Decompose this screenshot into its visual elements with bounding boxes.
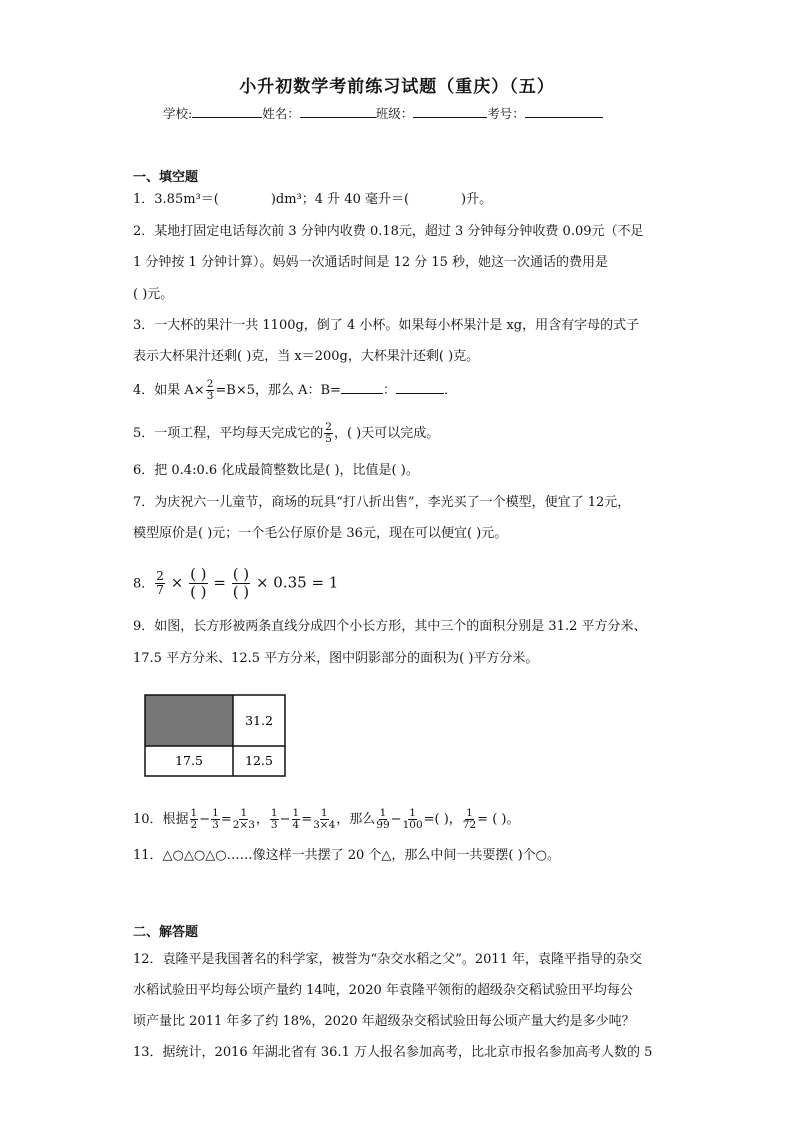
q5-fraction-den: 5 bbox=[325, 433, 332, 445]
q10-frac-9-den: 72 bbox=[462, 819, 477, 831]
question-7-line-1: 7．为庆祝六一儿童节，商场的玩具“打八折出售”，李光买了一个模型，便宜了 12元， bbox=[133, 495, 631, 510]
q5-fraction-num: 2 bbox=[325, 421, 332, 433]
q4-colon: ： bbox=[382, 383, 396, 398]
q10-frac-8-den: 100 bbox=[402, 819, 423, 831]
question-6: 6．把 0.4:0.6 化成最简整数比是( )，比值是( )。 bbox=[133, 463, 419, 478]
q10-frac-5-den: 4 bbox=[292, 819, 300, 831]
q10-frac-6 bbox=[313, 808, 335, 831]
q10-frac-8 bbox=[403, 808, 423, 831]
class-label: 班级： bbox=[375, 106, 414, 121]
q4-fraction-den: 3 bbox=[206, 390, 214, 402]
name-blank[interactable] bbox=[300, 105, 376, 118]
question-2-line-1: 2．某地打固定电话每次前 3 分钟内收费 0.18元，超过 3 分钟每分钟收费 0.09元（不足 bbox=[133, 224, 644, 239]
q1-part-b: )dm³；4 升 40 毫升＝( bbox=[270, 192, 410, 207]
q8-times: × bbox=[170, 573, 184, 592]
q1-part-a: 1．3.85m³＝( bbox=[133, 192, 219, 207]
q8-fraction-2-den[interactable]: ( ) bbox=[190, 583, 207, 601]
section-solve-heading: 二、解答题 bbox=[133, 925, 199, 940]
exam-no-blank[interactable] bbox=[525, 105, 603, 118]
question-12-line-1: 12．袁隆平是我国著名的科学家，被誉为“杂交水稻之父”。2011 年，袁隆平指导的杂交 bbox=[133, 952, 643, 967]
q10-frac-8-num: 1 bbox=[409, 807, 416, 819]
area-top-right: 31.2 bbox=[245, 713, 273, 728]
q10-frac-4-den: 3 bbox=[270, 819, 278, 831]
section-fill-in-heading: 一、填空题 bbox=[133, 170, 199, 185]
q4-end: ． bbox=[443, 383, 457, 398]
q10-frac-3 bbox=[233, 808, 255, 831]
q10-frac-2 bbox=[211, 808, 220, 831]
question-1 bbox=[133, 190, 492, 210]
question-13-line-1: 13．据统计，2016 年湖北省有 36.1 万人报名参加高考，比北京市报名参加高考人数的 5 bbox=[133, 1045, 653, 1060]
question-3-line-1: 3．一大杯的果汁一共 1100g，倒了 4 小杯。如果每小杯果汁是 xg，用含有字母的式子 bbox=[133, 318, 640, 333]
q4-part-a: 4．如果 A× bbox=[133, 383, 205, 398]
name-label: 姓名： bbox=[262, 106, 300, 121]
q8-fraction-1 bbox=[155, 570, 165, 597]
q8-label: 8． bbox=[133, 576, 155, 592]
question-9-line-2: 17.5 平方分米、12.5 平方分米，图中阴影部分的面积为( )平方分米。 bbox=[133, 651, 539, 666]
q8-equals: = bbox=[213, 573, 226, 592]
q1-part-c: )升。 bbox=[461, 192, 493, 207]
q10-frac-3-num: 1 bbox=[240, 807, 248, 819]
q10-eq-1: = bbox=[220, 812, 232, 827]
q8-fraction-1-den: 7 bbox=[156, 583, 164, 597]
q10-minus-2: − bbox=[279, 812, 291, 827]
q10-frac-1-num: 1 bbox=[190, 807, 198, 819]
q10-frac-4-num: 1 bbox=[270, 807, 278, 819]
question-7-line-2: 模型原价是( )元；一个毛公仔原价是 36元，现在可以便宜( )元。 bbox=[133, 526, 508, 541]
area-bottom-left: 17.5 bbox=[175, 753, 203, 768]
q10-frac-2-den: 3 bbox=[212, 819, 219, 831]
school-label: 学校: bbox=[163, 106, 193, 121]
q4-part-b: =B×5，那么 A：B= bbox=[215, 383, 341, 398]
question-8 bbox=[133, 566, 338, 601]
q10-then: ，那么 bbox=[336, 812, 376, 827]
q10-frac-6-num: 1 bbox=[320, 807, 328, 819]
question-10 bbox=[133, 808, 519, 831]
area-rectangle-figure bbox=[144, 694, 287, 778]
area-bottom-right: 12.5 bbox=[245, 753, 273, 768]
class-blank[interactable] bbox=[413, 105, 487, 118]
q8-fraction-3 bbox=[232, 566, 250, 601]
q4-blank-2[interactable] bbox=[396, 381, 444, 394]
question-12-line-3: 顷产量比 2011 年多了约 18%，2020 年超级杂交稻试验田每公顷产量大约是多少吨？ bbox=[133, 1014, 635, 1029]
q4-fraction bbox=[206, 379, 215, 402]
student-info-line bbox=[163, 104, 603, 122]
q10-frac-3-den: 2×3 bbox=[232, 819, 255, 831]
q8-fraction-1-num: 2 bbox=[156, 569, 164, 583]
q5-fraction bbox=[324, 422, 333, 445]
q8-fraction-2 bbox=[189, 566, 207, 601]
q10-minus-3: − bbox=[390, 812, 402, 827]
q10-frac-1-den: 2 bbox=[190, 819, 198, 831]
q10-frac-6-den: 3×4 bbox=[313, 819, 336, 831]
q4-blank-1[interactable] bbox=[341, 381, 383, 394]
q10-minus-1: − bbox=[199, 812, 211, 827]
q10-frac-9 bbox=[463, 808, 476, 831]
exam-no-label: 考号： bbox=[487, 106, 525, 121]
question-12-line-2: 水稻试验田平均每公顷产量约 14吨，2020 年袁隆平领衔的超级杂交稻试验田平均每公 bbox=[133, 983, 633, 998]
q10-frac-7-num: 1 bbox=[379, 807, 387, 819]
question-11: 11．△○△○△○……像这样一共摆了 20 个△，那么中间一共要摆( )个○。 bbox=[133, 848, 560, 863]
question-9-line-1: 9．如图，长方形被两条直线分成四个小长方形，其中三个的面积分别是 31.2 平方分米、 bbox=[133, 619, 647, 634]
q10-frac-7-den: 99 bbox=[376, 819, 390, 831]
question-2-line-2: 1 分钟按 1 分钟计算）。妈妈一次通话时间是 12 分 15 秒，她这一次通话的费用是 bbox=[133, 255, 609, 270]
q5-part-a: 5．一项工程，平均每天完成它的 bbox=[133, 426, 324, 441]
q10-frac-5 bbox=[292, 808, 301, 831]
question-3-line-2: 表示大杯果汁还剩( )克，当 x＝200g，大杯果汁还剩( )克。 bbox=[133, 349, 480, 364]
q8-fraction-2-num[interactable]: ( ) bbox=[190, 565, 207, 583]
q8-fraction-3-num[interactable]: ( ) bbox=[232, 565, 250, 583]
q10-eq-2: = bbox=[301, 812, 313, 827]
q8-tail: × 0.35 = 1 bbox=[255, 573, 339, 592]
q4-fraction-num: 2 bbox=[206, 378, 214, 390]
q10-frac-7 bbox=[376, 808, 389, 831]
question-5 bbox=[133, 422, 439, 445]
shaded-rectangle bbox=[145, 695, 233, 746]
page-title: 小升初数学考前练习试题（重庆）（五） bbox=[239, 77, 555, 97]
school-blank[interactable] bbox=[192, 105, 262, 118]
q8-fraction-3-den[interactable]: ( ) bbox=[232, 583, 250, 601]
question-2-line-3: ( )元。 bbox=[133, 287, 174, 302]
q10-label: 10．根据 bbox=[133, 812, 189, 827]
q10-frac-2-num: 1 bbox=[212, 807, 219, 819]
q10-answer-2[interactable]: = ( )。 bbox=[477, 812, 520, 827]
q10-frac-4 bbox=[270, 808, 279, 831]
q10-frac-1 bbox=[190, 808, 199, 831]
q5-part-b: ，( )天可以完成。 bbox=[333, 426, 440, 441]
q10-frac-9-num: 1 bbox=[466, 807, 473, 819]
q10-sep: ， bbox=[255, 812, 269, 827]
question-4 bbox=[133, 379, 457, 402]
q10-frac-5-num: 1 bbox=[292, 807, 300, 819]
q10-answer-1[interactable]: =( )， bbox=[423, 812, 462, 827]
